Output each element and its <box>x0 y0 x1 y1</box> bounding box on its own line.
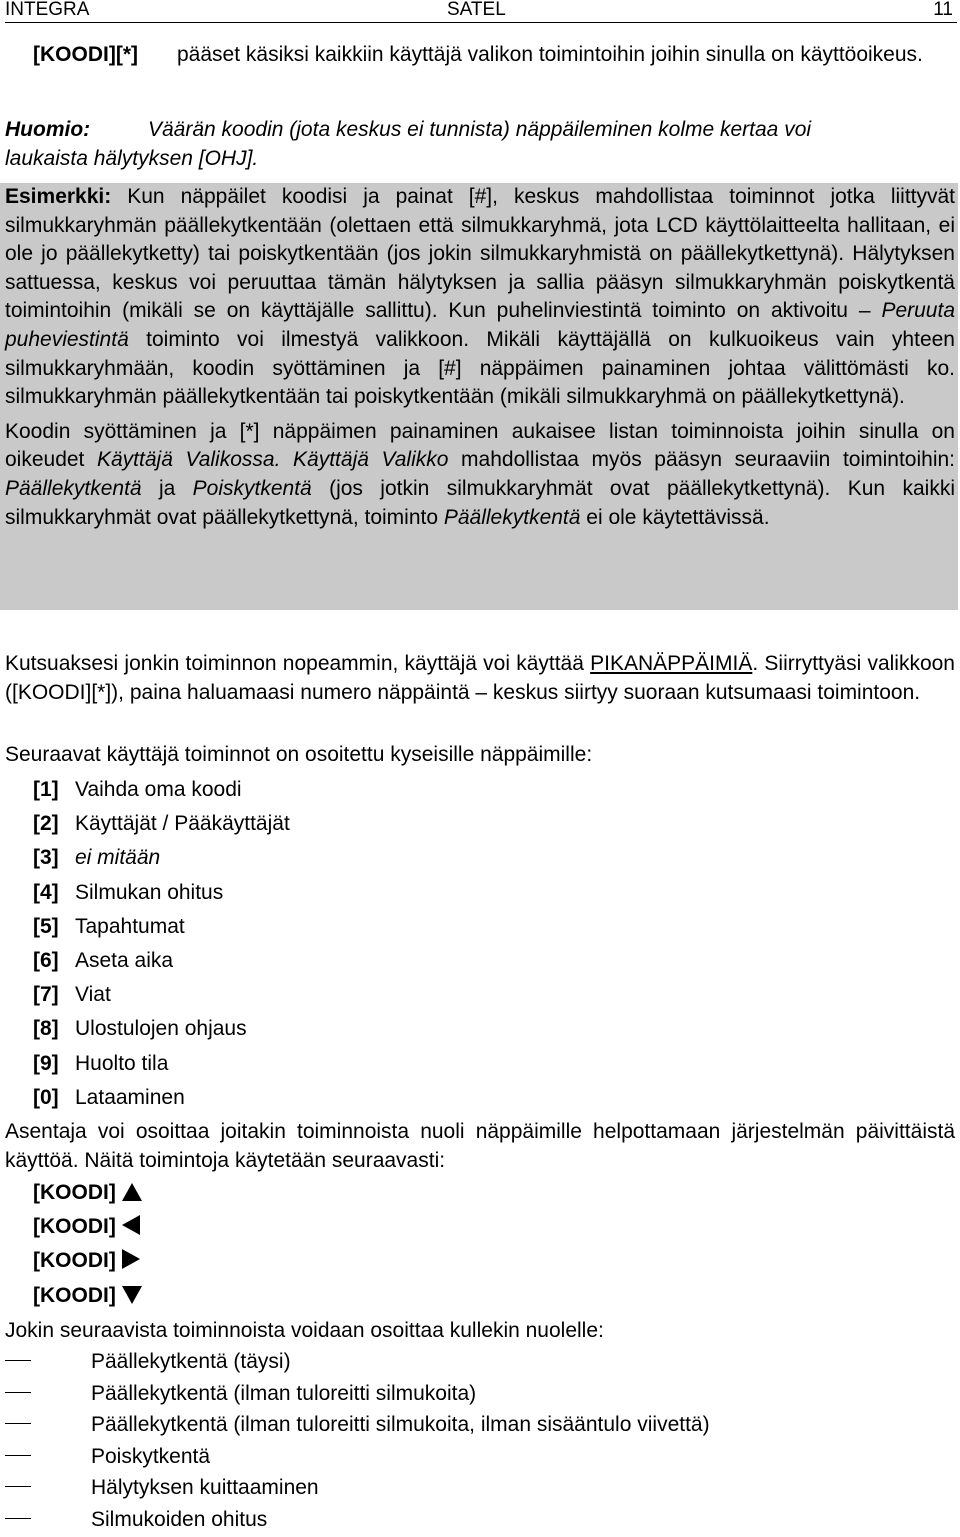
arrow-function-item: Poiskytkentä <box>5 1442 710 1474</box>
arrow-keys-intro: Asentaja voi osoittaa joitakin toiminnoista nuoli näppäimille helpottamaan järjestelmän päivittäistä käyttöä. Näitä toimintoja käytetään seuraavasti: <box>5 1120 955 1172</box>
header-brand: SATEL <box>447 0 506 20</box>
shortcut-item: [2] Käyttäjät / Pääkäyttäjät <box>33 812 290 836</box>
page-header <box>5 0 957 23</box>
note-text-line1: Väärän koodin (jota keskus ei tunnista) näppäileminen kolme kertaa voi <box>148 118 812 141</box>
note-text-line2: laukaista hälytyksen [OHJ]. <box>5 146 259 170</box>
shortcut-item: [4] Silmukan ohitus <box>33 880 224 904</box>
arrow-key-list <box>33 1178 142 1315</box>
arrow-function-list <box>5 1347 710 1537</box>
arrow-function-item: Päällekytkentä (täysi) <box>5 1347 710 1379</box>
shortcut-item: [5] Tapahtumat <box>33 914 185 938</box>
example-text <box>5 183 955 532</box>
dash-bullet <box>5 1423 31 1424</box>
arrow-down-icon <box>122 1286 142 1304</box>
shortcut-item: [9] Huolto tila <box>33 1051 169 1075</box>
koodi-label: [KOODI][*] <box>33 43 138 66</box>
arrow-key-item-down: [KOODI] <box>33 1281 142 1315</box>
arrow-function-item: Päällekytkentä (ilman tuloreitti silmukoita) <box>5 1379 710 1411</box>
koodi-description: pääset käsiksi kaikkiin käyttäjä valikon toimintoihin joihin sinulla on käyttöoikeus. <box>177 43 923 66</box>
dash-bullet <box>5 1455 31 1456</box>
arrow-key-item-up: [KOODI] <box>33 1178 142 1212</box>
arrow-up-icon <box>122 1183 142 1201</box>
shortcut-list <box>33 775 290 1117</box>
shortcut-item: [8] Ulostulojen ohjaus <box>33 1017 247 1041</box>
arrow-function-item: Silmukoiden ohitus <box>5 1505 710 1537</box>
note-block <box>5 116 955 173</box>
arrow-function-item: Hälytyksen kuittaaminen <box>5 1473 710 1505</box>
arrow-key-item-left: [KOODI] <box>33 1212 142 1246</box>
dash-bullet <box>5 1486 31 1487</box>
shortcut-intro-paragraph: Kutsuaksesi jonkin toiminnon nopeammin, käyttäjä voi käyttää PIKANÄPPÄIMIÄ. Siirryttyäsi valikkoon ([KOODI][*]), paina haluamaasi numero näppäintä – keskus siirtyy suoraan kutsumaasi toimintoon. <box>5 652 955 704</box>
arrow-right-icon <box>122 1249 140 1269</box>
arrow-left-icon <box>122 1215 140 1235</box>
example-label: Esimerkki: <box>5 185 112 208</box>
header-product: INTEGRA <box>5 0 90 20</box>
note-label: Huomio: <box>5 118 91 141</box>
dash-bullet <box>5 1392 31 1393</box>
header-page-number: 11 <box>933 0 953 20</box>
shortcut-item: [1] Vaihda oma koodi <box>33 778 242 801</box>
shortcut-item: [7] Viat <box>33 983 111 1007</box>
dash-bullet <box>5 1518 31 1519</box>
shortcut-item: [3] ei mitään <box>33 846 161 870</box>
dash-bullet <box>5 1360 31 1361</box>
example-paragraph-1: Esimerkki: Kun näppäilet koodisi ja painat [#], keskus mahdollistaa toiminnot jotka liittyvät silmukkaryhmän päällekytkentään (olettaen että silmukkaryhmä, jota LCD käyttölaitteelta hallitaan, ei ole jo päällekytketty) tai poiskytkentään (jos jokin silmukkaryhmistä on päällekytkettynä). Hälytyksen sattuessa, keskus voi peruuttaa tämän hälytyksen ja sallia pääsyn silmukkaryhmän poiskytkentä toimintoihin (mikäli se on käyttäjälle sallittu). Kun puhelinviestintä toiminto on aktivoitu – Peruuta puheviestintä toiminto voi ilmestyä valikkoon. Mikäli käyttäjällä on kulkuoikeus vain yhteen silmukkaryhmään, koodin syöttäminen ja [#] näppäimen painaminen johtaa välittömästi ko. silmukkaryhmän päällekytkentään tai poiskytkentään (mikäli silmukkaryhmä on päällekytkettynä). <box>5 185 956 409</box>
shortcut-keys-term: PIKANÄPPÄIMIÄ <box>590 652 753 675</box>
shortcut-list-intro: Seuraavat käyttäjä toiminnot on osoitettu kyseisille näppäimille: <box>5 743 593 766</box>
arrow-function-item: Päällekytkentä (ilman tuloreitti silmukoita, ilman sisääntulo viivettä) <box>5 1410 710 1442</box>
shortcut-item: [0] Lataaminen <box>33 1085 185 1109</box>
example-paragraph-2: Koodin syöttäminen ja [*] näppäimen painaminen aukaisee listan toiminnoista joihin sinulla on oikeudet Käyttäjä Valikossa. Käyttäjä Valikko mahdollistaa myös pääsyn seuraaviin toimintoihin: Päällekytkentä ja Poiskytkentä (jos jotkin silmukkaryhmät ovat päällekytkettynä). Kun kaikki silmukkaryhmät ovat päällekytkettynä, toiminto Päällekytkentä ei ole käytettävissä. <box>5 419 955 529</box>
arrow-functions-intro: Jokin seuraavista toiminnoista voidaan osoittaa kullekin nuolelle: <box>5 1319 604 1342</box>
shortcut-item: [6] Aseta aika <box>33 948 174 972</box>
arrow-key-item-right: [KOODI] <box>33 1246 142 1280</box>
